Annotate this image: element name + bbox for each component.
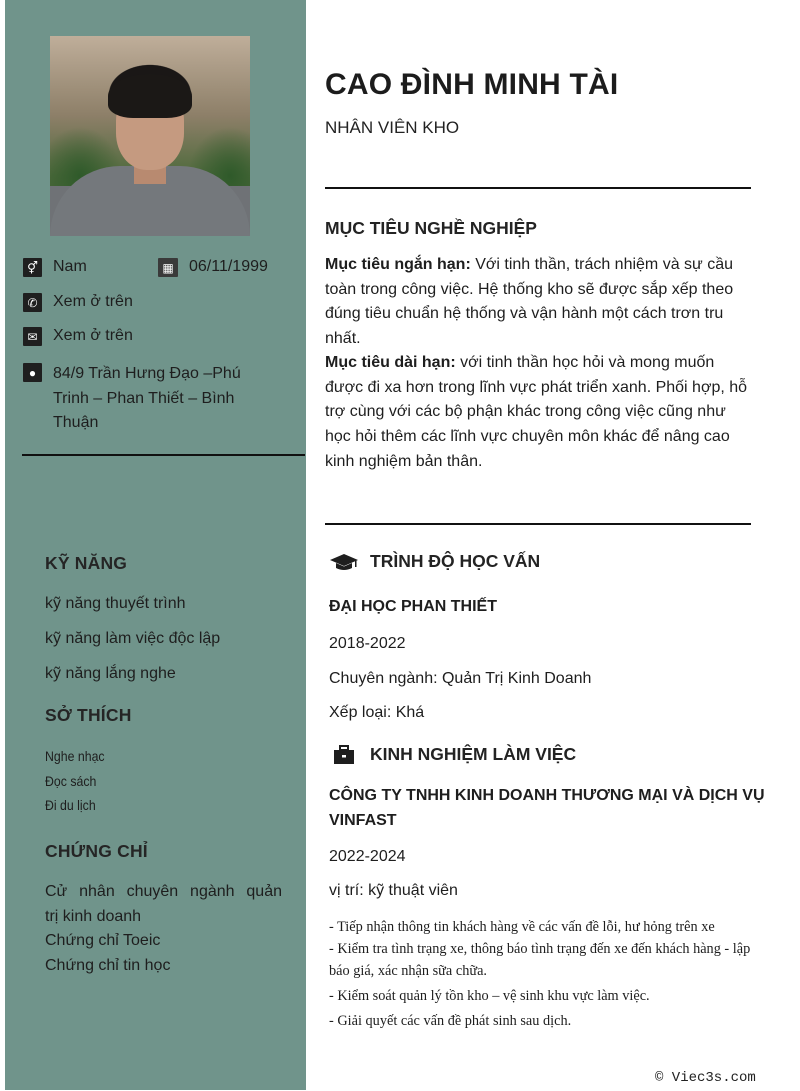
certificate-item: trị kinh doanh (45, 907, 142, 925)
certificates-list (45, 880, 282, 978)
certificate-item: Chứng chỉ tin học (45, 956, 171, 974)
skill-item: kỹ năng làm việc độc lập (45, 630, 221, 647)
objective-long (325, 351, 755, 475)
certificate-item: Cử nhân chuyên ngành quản (45, 883, 282, 900)
duty-item: - Giải quyết các vấn đề phát sinh sau dịch. (329, 1013, 572, 1029)
contact-email (23, 327, 133, 346)
objective-divider (325, 523, 751, 525)
gender-value: Nam (53, 258, 87, 275)
contact-address (23, 362, 273, 436)
certificate-item: Chứng chỉ Toeic (45, 932, 161, 949)
hobby-item: Đi du lịch (45, 797, 96, 813)
briefcase-icon (329, 745, 359, 765)
phone-value: Xem ở trên (53, 293, 133, 310)
hobbies-heading: SỞ THÍCH (45, 705, 132, 725)
skill-item: kỹ năng lắng nghe (45, 665, 176, 682)
candidate-name: CAO ĐÌNH MINH TÀI (325, 68, 619, 101)
hobby-item: Nghe nhạc (45, 748, 105, 764)
phone-icon: ✆ (23, 293, 42, 312)
email-value: Xem ở trên (53, 327, 133, 344)
experience-position: vị trí: kỹ thuật viên (329, 882, 458, 899)
address-value (53, 362, 273, 436)
profile-photo (50, 36, 250, 236)
sidebar-divider (22, 454, 305, 456)
experience-period: 2022-2024 (329, 848, 406, 865)
objective-long-text: với tinh thần học hỏi và mong muốn được đi xa hơn trong lĩnh vực phát triển xanh. Phối hợp, hỗ trợ cùng với các bộ phận khác trong công việc cũng như học hỏi thêm các lĩnh vực chuyên môn khác để nâng cao kinh nghiệm bản thân. (325, 354, 748, 470)
skill-item: kỹ năng thuyết trình (45, 595, 186, 612)
header-divider (325, 187, 751, 189)
calendar-icon: ▦ (158, 258, 178, 277)
photo-hair (108, 74, 192, 118)
objective-short (325, 253, 755, 352)
education-major: Chuyên ngành: Quản Trị Kinh Doanh (329, 670, 592, 687)
birthday-value: 06/11/1999 (189, 258, 268, 275)
company-name: CÔNG TY TNHH KINH DOANH THƯƠNG MẠI VÀ DỊCH VỤ VINFAST (329, 787, 765, 829)
gender-icon: ⚥ (23, 258, 42, 277)
education-grade: Xếp loại: Khá (329, 704, 425, 721)
objective-short-label: Mục tiêu ngắn hạn: (325, 256, 471, 273)
address-line-2: Trinh – Phan Thiết – Bình (53, 389, 235, 407)
address-line-3: Thuận (53, 414, 99, 431)
education-heading-row (329, 551, 540, 572)
address-line-1: 84/9 Trần Hưng Đạo –Phú (53, 365, 241, 382)
copyright: © Viec3s.com (655, 1070, 756, 1086)
objective-heading: MỤC TIÊU NGHỀ NGHIỆP (325, 218, 537, 238)
education-heading: TRÌNH ĐỘ HỌC VẤN (370, 551, 541, 571)
contact-phone (23, 293, 133, 312)
school-name: ĐẠI HỌC PHAN THIẾT (329, 598, 497, 615)
objective-short-text: Với tinh thần, trách nhiệm và sự cầu toàn trong công việc. Hệ thống kho sẽ được sắp xếp theo đúng tiêu chuẩn hệ thống và vận hành một cách trơn tru nhất. (325, 256, 734, 348)
mail-icon: ✉ (23, 327, 42, 346)
contact-birthday (158, 258, 268, 277)
duty-item: - Kiểm soát quản lý tồn kho – vệ sinh khu vực làm việc. (329, 988, 650, 1004)
duty-item: - Tiếp nhận thông tin khách hàng về các vấn đề lỗi, hư hỏng trên xe (329, 919, 715, 935)
experience-heading: KINH NGHIỆM LÀM VIỆC (370, 744, 577, 764)
duty-item: - Kiểm tra tình trạng xe, thông báo tình trạng đến xe đến khách hàng - lập báo giá, xác nhận sữa chữa. (329, 941, 751, 979)
skills-heading: KỸ NĂNG (45, 553, 128, 573)
education-period: 2018-2022 (329, 635, 406, 652)
location-pin-icon: ● (23, 363, 42, 382)
contact-gender (23, 258, 87, 277)
graduation-cap-icon (329, 552, 359, 572)
hobby-item: Đọc sách (45, 773, 97, 789)
candidate-title: NHÂN VIÊN KHO (325, 118, 460, 137)
objective-long-label: Mục tiêu dài hạn: (325, 354, 456, 371)
experience-heading-row (329, 744, 576, 765)
certificates-heading: CHỨNG CHỈ (45, 841, 148, 861)
